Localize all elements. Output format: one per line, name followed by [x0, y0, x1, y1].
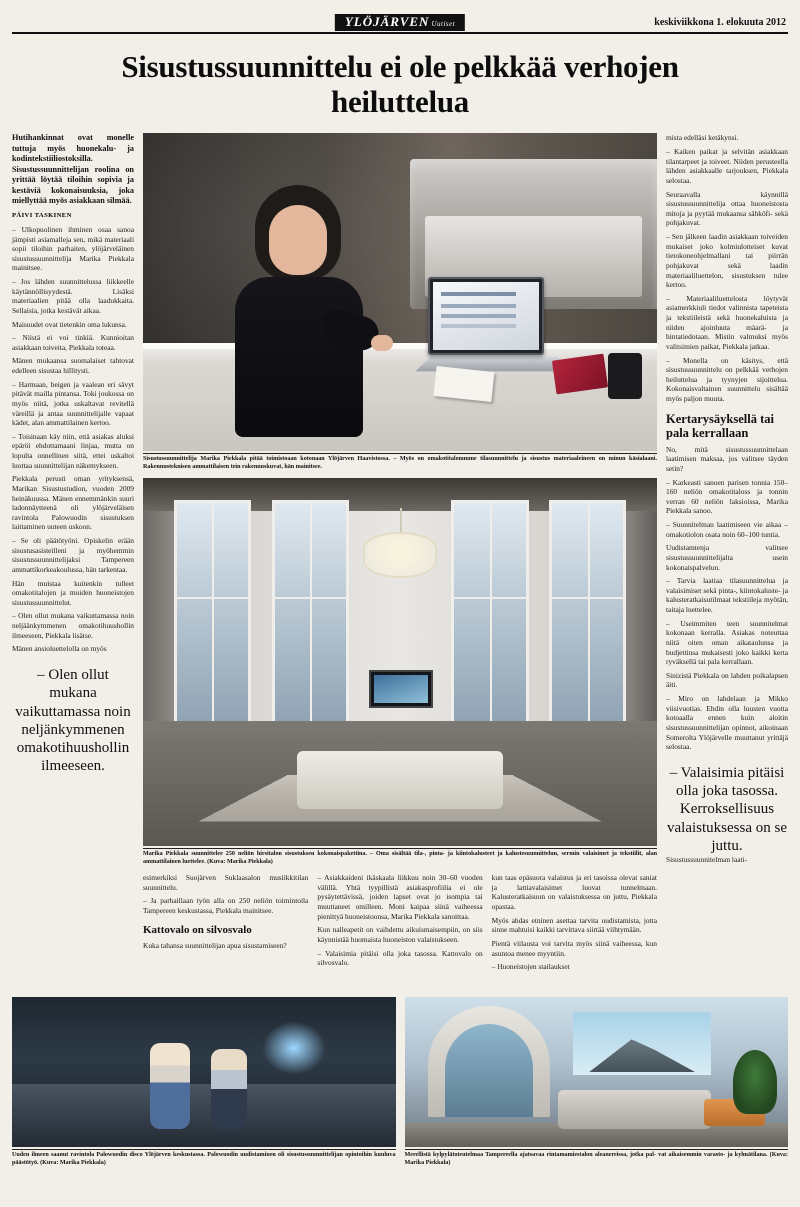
- photo-caption: Merellistä kylpylätoteutelmaa Tampereella ajatsavaa rintamamiestalon aleanereissa, jotka pal- vat aikaisemmin varasto- ja kylmätilana. (Kuva: Marika Piekkala): [405, 1149, 789, 1168]
- paragraph: – Tarvia laatiaa tilasuunnittelua ja valaisimiset sekä pinta-, kiintokaluste- ja kalusteratkaisutilmaat tekstiileja myötän, taitaja luettelee.: [666, 576, 788, 615]
- paragraph: Kuka tahansa suunnittelijan apua sisustamiseen?: [143, 940, 287, 950]
- photo-restaurant-disco: [12, 997, 396, 1147]
- photo-designer-at-desk: [143, 133, 657, 451]
- paragraph: – Kaiken paikat ja selvitän asiakkaan tilantarpeet ja toiveet. Niiden perusteella lähden asiakkaalle tarjouksen, Piekkala selostaa.: [666, 147, 788, 185]
- paragraph: Uudistamtenja valitsee sisustussuunnittelijalta usein kokonaispalvelun.: [666, 543, 788, 572]
- masthead: [12, 8, 788, 34]
- photo-caption: Marika Piekkala suunnittelee 250 neliön hirsitalon sisustuksen kokonaispakettina. – Oma sisältää tila-, pinta- ja kiintokalusteet ja kalustesuunnittelun, sermin valaisimet ja tekstiilit, alan ammattilainen luettelee. (Kuva: Marika Piekkala): [143, 848, 657, 867]
- neon-light-shape: [262, 1021, 326, 1075]
- paragraph: – Ja parhaillaan työn alla on 250 neliön toimintoila Tampereen keskustassa, Piekkala mainitsee.: [143, 896, 309, 915]
- chandelier-shape: [363, 508, 437, 588]
- subheading-kertarysayksella: Kertarysäyksellä tai pala kerrallaan: [666, 411, 774, 440]
- paragraph: – Se oli päätötyöni. Opiskelin erään sisustusasisteilleni ja myöhemmin sisustussuunnittelijaksi Tampereen ammattikorkeakoulussa, hän tarkentaa.: [12, 536, 134, 574]
- paragraph: Piekkala perusti oman yrityksensä, Marikan Sisustustudion, vuoden 2009 heinäkuussa. Mänen ennemmänkin suuri ladonnäytteenä oli ylöjärveläisen ravintola Palowuodin sisustuksen laittaminen uuteen uskoon.: [12, 474, 134, 532]
- pullquote-right: – Valaisimia pitäisi olla joka tasossa. Kerroksellisuus valaistuksessa on se juttu.: [667, 764, 787, 854]
- paragraph: – Asiakkaideni ikäskaala liikkuu noin 30–60 vuoden välillä. Yhtä tyypillistä asiakasprofiilia ei ole pysäytettävissä, joiden lapset ovat jo isompia tai muuttaneet omilleen. Moni kaipaa siinä vaiheessa pienittyä huoneistoonsa, Marika Piekkala sanoittaa.: [317, 873, 483, 921]
- issue-date: keskiviikkona 1. elokuuta 2012: [654, 17, 786, 28]
- phone-shape: [608, 353, 642, 399]
- pullquote-left: – Olen ollut mukana vaikuttamassa noin neljänkymmenen omakotihuushollin ilmeeseen.: [15, 666, 131, 775]
- paragraph: – Jos lähden suunnittelussa liikkeelle käytännöllisyydestä. Lisäksi materiaalien pitää olla laadukkaita. Sellaisia, jotka kestävät aikaa.: [12, 277, 134, 315]
- paragraph: – Valaisimia pitäisi olla joka tasossa. Kattovalo on silvosvalo.: [317, 948, 483, 968]
- photo-interior-render: [143, 478, 657, 846]
- person-figure: [211, 1049, 247, 1129]
- paragraph: – Ulkopuolinen ihminen osaa sanoa jämpisti asiamalleja sen, mikä materiaali sopii tiloihin parhaiten, ylöjärveläinen sisustussuunnittelija Marika Piekkala mainitsee.: [12, 224, 134, 273]
- column-middle: [143, 133, 657, 993]
- article-lead: Hutihankinnat ovat monelle tuttuja myös huonekalu- ja kodintekstiiliostoksilla. Sisustussuunnittelijan roolina on yrittää löytää tiloihin sopivia ja kestäviä kokonaisuuksia, joka miellyttää myös asiakkaan silmää.: [12, 133, 134, 206]
- paragraph: – Materiaaliluettelosta löytyvät asiamerkkiuli tiedot valinnista tapeteista ja tekstiileistä sekä huonekaluista ja niiden ajoinluuta mäarä- ja hintatiedotaan. Mistin valmuksi myös valitsimien paikat, Piekkala jatkaa.: [666, 293, 788, 351]
- photo-caption: Sisustussuunnittelija Marika Piekkala pitää toimistoaan kotonaan Ylöjärven Haavistossa. – Myös on omakotitalommme tilasuunnittelu ja sisustus materiaaleineen on minun käsialaani. Rakennusteknisen ammattilaisen tein rakennuskuvat, hän mainitsee.: [143, 453, 657, 472]
- tv-shape: [369, 670, 433, 708]
- person-figure: [150, 1043, 190, 1129]
- paragraph: – Toisinaan käy niin, että asiakas aluksi epäröi ehdottamaani linjaa, mutta on lopulta onnellinen siitä, ettei uskaltoi luottaa suunnittelijan näkemykseen.: [12, 431, 134, 470]
- paragraph: – Niistä ei voi tinkiä. Kunnioitan asiakkaan toiveita, Piekkala toteaa.: [12, 333, 134, 352]
- bottom-photo-left: [12, 997, 396, 1174]
- photo-caption: Uuden ilmeen saanut ravintola Palowuodin disco Ylöjärven keskustassa. Palowuodin uudistaminen oli sisustussuunnittelijan opintoihin kuuluva päästötyö. (Kuva: Marika Piekkala): [12, 1149, 396, 1168]
- paragraph: Mänen ansioluettelolla on myös: [12, 644, 107, 654]
- paragraph: Maisuudet ovat tietenkin oma lukunsa.: [12, 319, 127, 329]
- paragraph: Kun nalleapetit on vaihdettu aikuismaisempiin, on siis käynnistää huomaista huoneiston valaistukseen.: [317, 925, 483, 944]
- paragraph: Hän muistaa kuitenkin tulleet omakotitalojen ja muiden huoneistojen sisustussuunnittelut.: [12, 578, 134, 607]
- photo-spa-basement: [405, 997, 789, 1147]
- paragraph: Pientä viilausta voi tarvita myös siinä vaiheessa, kun asuntoa menee myyntiin.: [491, 938, 657, 958]
- paragraph: kun taas epäsuora valaistus ja eri tasoissa olevat saniat ja lattiavalaisimet luovat tunnelmaan. Kalusteratkaisuun on valaistuksessa on juttu, Piekkala opastaa.: [491, 873, 657, 911]
- paragraph: – Sen jälkeen laadin asiakkaan toiveiden mukaiset joko kolmiulotteiset kuvat tietokoneohjelmallani tai piirrän pohjakuvat sekä laadin materiaaliluettelon, sisustuksen tulee kertoo.: [666, 232, 788, 290]
- bottom-photo-right: [405, 997, 789, 1174]
- person-figure: [225, 185, 375, 435]
- paragraph: – Olen ollut mukana vaikuttamassa noin neljäänkymmenen omakotihuushollin ilmeeseen, Piekkala lisätse.: [12, 611, 134, 640]
- paragraph: Myös ahdas etninen asettaa tarvita uudistamista, jotta sinne mahtuisi kaikki tarvittava siirtää viihtymään.: [491, 915, 657, 935]
- paragraph: – Monella on käsitys, että sisustussuunnittelu on pelkkää verhojen heiluttelua ja tyynyjen sijoittelua. Kokonaisvaltainen suunnittelu sisältää myös paljon muuta.: [666, 355, 788, 404]
- paragraph: – Karkeasti sanoen parisen tonnia 150–160 neliön omakotitaloss ja tonnin verran 60 neliön laksioissa, Marika Piekkala sanoo.: [666, 477, 788, 516]
- paragraph: – Huoneistojen stailaukset: [491, 962, 570, 972]
- middle-text-columns: [143, 873, 657, 972]
- byline: PÄIVI TASKINEN: [12, 211, 72, 219]
- paragraph: esimerkiksi Suojärven Suklaasalon musiikkitilan suunnittelu.: [143, 873, 309, 892]
- page-title: Sisustussuunnittelu ei ole pelkkää verhojen heiluttelua: [121, 49, 679, 119]
- paragraph: Sinizistä Piekkala on lahden poikalapsen äiti.: [666, 670, 788, 690]
- laptop-icon: [428, 277, 544, 355]
- paragraph: – Useimmiten teen suunnitelmat kokonaan kerralla. Asiakas noteuttaa niitä oiten oman aikataulunsa ja budjettinsa mukaisesti joko kaikki kerta ryväksellä tai pala kerrallaan.: [666, 618, 788, 667]
- paragraph-tail: Sisustussuunnitelman laati-: [666, 855, 748, 865]
- article-grid: [12, 133, 788, 993]
- arch-shape: [428, 1006, 551, 1117]
- paragraph: Seuraavalla käynnillä sisustussuunnittelija ottaa huoneistosta mitoja ja pyytää mukaansa sähköfi- sekä pohjakuvat.: [666, 189, 788, 228]
- bottom-photo-row: [12, 997, 788, 1174]
- paragraph: – Suunnitelman laatimiseen vie aikaa – omakotiolon osata noin 60–100 tuntia.: [666, 520, 788, 539]
- logo-sub: Uutiset: [431, 19, 456, 28]
- column-left: [12, 133, 134, 993]
- publication-logo: [335, 14, 465, 31]
- paragraph: mista edelläsi ketäkynsi.: [666, 133, 739, 143]
- paragraph: Mänen mukaansa suomalaiset tahtovat edelleen sisustaa hillitysti.: [12, 356, 134, 376]
- column-right: [666, 133, 788, 993]
- paragraph: – Harmaan, beigen ja vaalean eri sävyt pitävät mailla pintansa. Toki joukossa on myös niitä, jotka uskaltavat revitellä väreillä ja antaa suunnittelijalle vapaat kädet, alan ammattilainen kertoo.: [12, 379, 134, 428]
- subheading-kattovalo: Kattovalo on silvosvalo: [143, 923, 252, 936]
- logo-main: YLÖJÄRVEN: [344, 13, 430, 29]
- plant-shape: [733, 1050, 777, 1114]
- paragraph: – Miro on lahdelaan ja Mikko viisivuotias. Ehdin olla luusten vuotta kotoaalla ennen kuin aloitin sisustussuunnittelijan opinnot, aikoinaan Somerolta Ylöjärvelle muuttanut yrittäjä selostaa.: [666, 694, 788, 752]
- paragraph: No, mitä sisustussuunnittelaan laatimisen maksaa, jos valitsee täyden setin?: [666, 444, 788, 473]
